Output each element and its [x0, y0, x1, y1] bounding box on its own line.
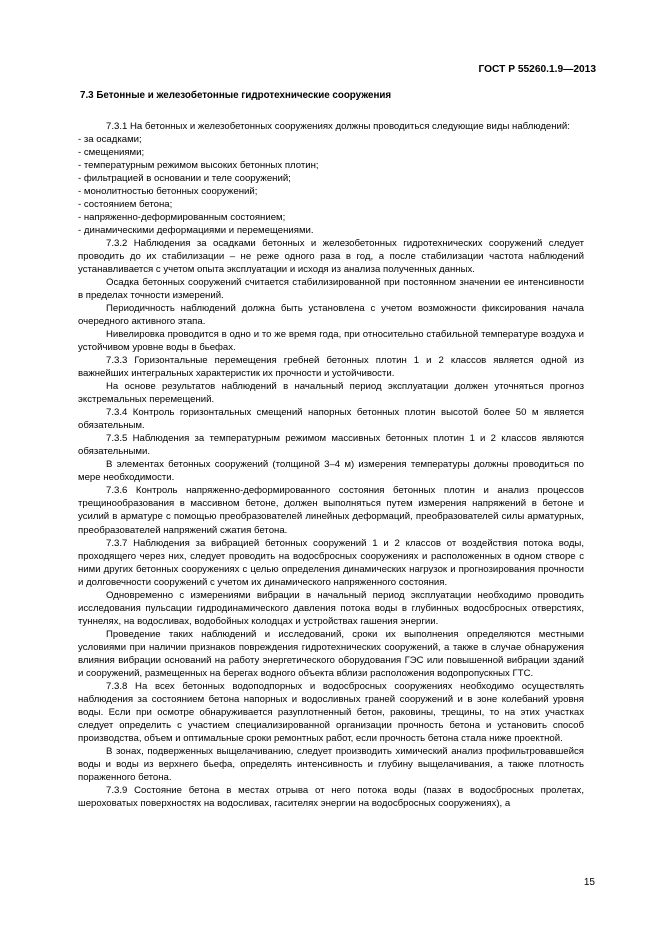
page-number: 15 — [583, 877, 595, 888]
document-code-header: ГОСТ Р 55260.1.9—2013 — [478, 64, 596, 75]
paragraph: 7.3.3 Горизонтальные перемещения гребней бетонных плотин 1 и 2 классов является одной из важнейших интегральных характеристик их прочности и устойчивости. — [78, 355, 584, 380]
paragraph: Проведение таких наблюдений и исследований, сроки их выполнения определяются местными условиями при наличии признаков повреждения гидротехнических сооружений, а также в случае обнаружения влияния вибрации оснований на работу энергетического оборудования ГЭС или повышенной вибрации зданий и сооружений, размещенных на берегах водного объекта вблизи расположения водопропускных ГТС. — [78, 628, 584, 679]
paragraph: 7.3.7 Наблюдения за вибрацией бетонных сооружений 1 и 2 классов от воздействия потока воды, проходящего через них, следует проводить на водосбросных сооружениях и расположенных в одном створе с ними других бетонных сооружениях с целью определения динамических нагрузок и прогнозирования прочности и долговечности сооружений с учетом их динамического напряженного состояния. — [78, 537, 584, 588]
paragraph-intro: 7.3.1 На бетонных и железобетонных сооружениях должны проводиться следующие виды наблюдений: — [106, 121, 570, 133]
page-body — [78, 89, 584, 810]
section-title: 7.3 Бетонные и железобетонные гидротехнические сооружения — [80, 90, 392, 101]
list-item: - фильтрацией в основании и теле сооружений; — [78, 173, 291, 185]
list-item: - напряженно-деформированным состоянием; — [78, 212, 286, 224]
list-item: - температурным режимом высоких бетонных плотин; — [78, 160, 319, 172]
paragraph: 7.3.9 Состояние бетона в местах отрыва от него потока воды (пазах в водосбросных пролетах, шероховатых поверхностях на водосливах, гасителях энергии на водосбросных сооружениях), а — [78, 784, 584, 809]
list-item: - за осадками; — [78, 134, 142, 146]
paragraph: 7.3.6 Контроль напряженно-деформированного состояния бетонных плотин и анализ процессов трещинообразования в массивном бетоне, должен выполняться путем измерения напряжений в бетоне и усилий в арматуре с помощью преобразователей линейных деформаций, преобразователей силы арматурных, преобразователей напряжений сжатия бетона. — [78, 485, 584, 536]
paragraph: 7.3.2 Наблюдения за осадками бетонных и железобетонных гидротехнических сооружений следует проводить до их стабилизации – не реже одного раза в год, а после стабилизации частота наблюдений устанавливается с учетом опыта эксплуатации и исходя из анализа полученных данных. — [78, 238, 584, 276]
paragraph: Периодичность наблюдений должна быть установлена с учетом возможности фиксирования начала очередного активного этапа. — [78, 303, 584, 328]
paragraph: Одновременно с измерениями вибрации в начальный период эксплуатации необходимо проводить исследования пульсации гидродинамического давления потока воды в глубинных водосбросных отверстиях, туннелях, на водосливах, водобойных колодцах и устройствах гашения энергии. — [78, 589, 584, 627]
paragraph: В элементах бетонных сооружений (толщиной 3–4 м) измерения температуры должны проводиться по мере необходимости. — [78, 459, 584, 484]
paragraph: Осадка бетонных сооружений считается стабилизированной при постоянном значении ее интенсивности в пределах точности измерений. — [78, 277, 584, 302]
observation-types-list — [78, 133, 584, 237]
paragraph: 7.3.5 Наблюдения за температурным режимом массивных бетонных плотин 1 и 2 классов являются обязательными. — [78, 433, 584, 458]
list-item: - состоянием бетона; — [78, 199, 173, 211]
paragraph: Нивелировка проводится в одно и то же время года, при относительно стабильной температуре воздуха и устойчивом уровне воды в бьефах. — [78, 329, 584, 354]
list-item: - смещениями; — [78, 147, 145, 159]
paragraph: В зонах, подверженных выщелачиванию, следует производить химический анализ профильтровавшейся воды и воды из верхнего бьефа, определять интенсивность и глубину выщелачивания, а также плотность пораженного бетона. — [78, 745, 584, 783]
list-item: - динамическими деформациями и перемещениями. — [78, 225, 314, 237]
paragraph: 7.3.8 На всех бетонных водоподпорных и водосбросных сооружениях необходимо осуществлять наблюдения за состоянием бетона напорных и водосливных граней сооружений и в зоне колебаний уровня воды. Если при осмотре обнаруживается разуплотненный бетон, раковины, трещины, то на этих участках следует определить с участием специализированной организации прочность бетона и установить способ производства, объем и оптимальные сроки ремонтных работ, если прочность бетона стала ниже проектной. — [78, 680, 584, 744]
paragraph: 7.3.4 Контроль горизонтальных смещений напорных бетонных плотин высотой более 50 м является обязательным. — [78, 407, 584, 432]
list-item: - монолитностью бетонных сооружений; — [78, 186, 258, 198]
paragraph: На основе результатов наблюдений в начальный период эксплуатации должен уточняться прогноз экстремальных перемещений. — [78, 381, 584, 406]
